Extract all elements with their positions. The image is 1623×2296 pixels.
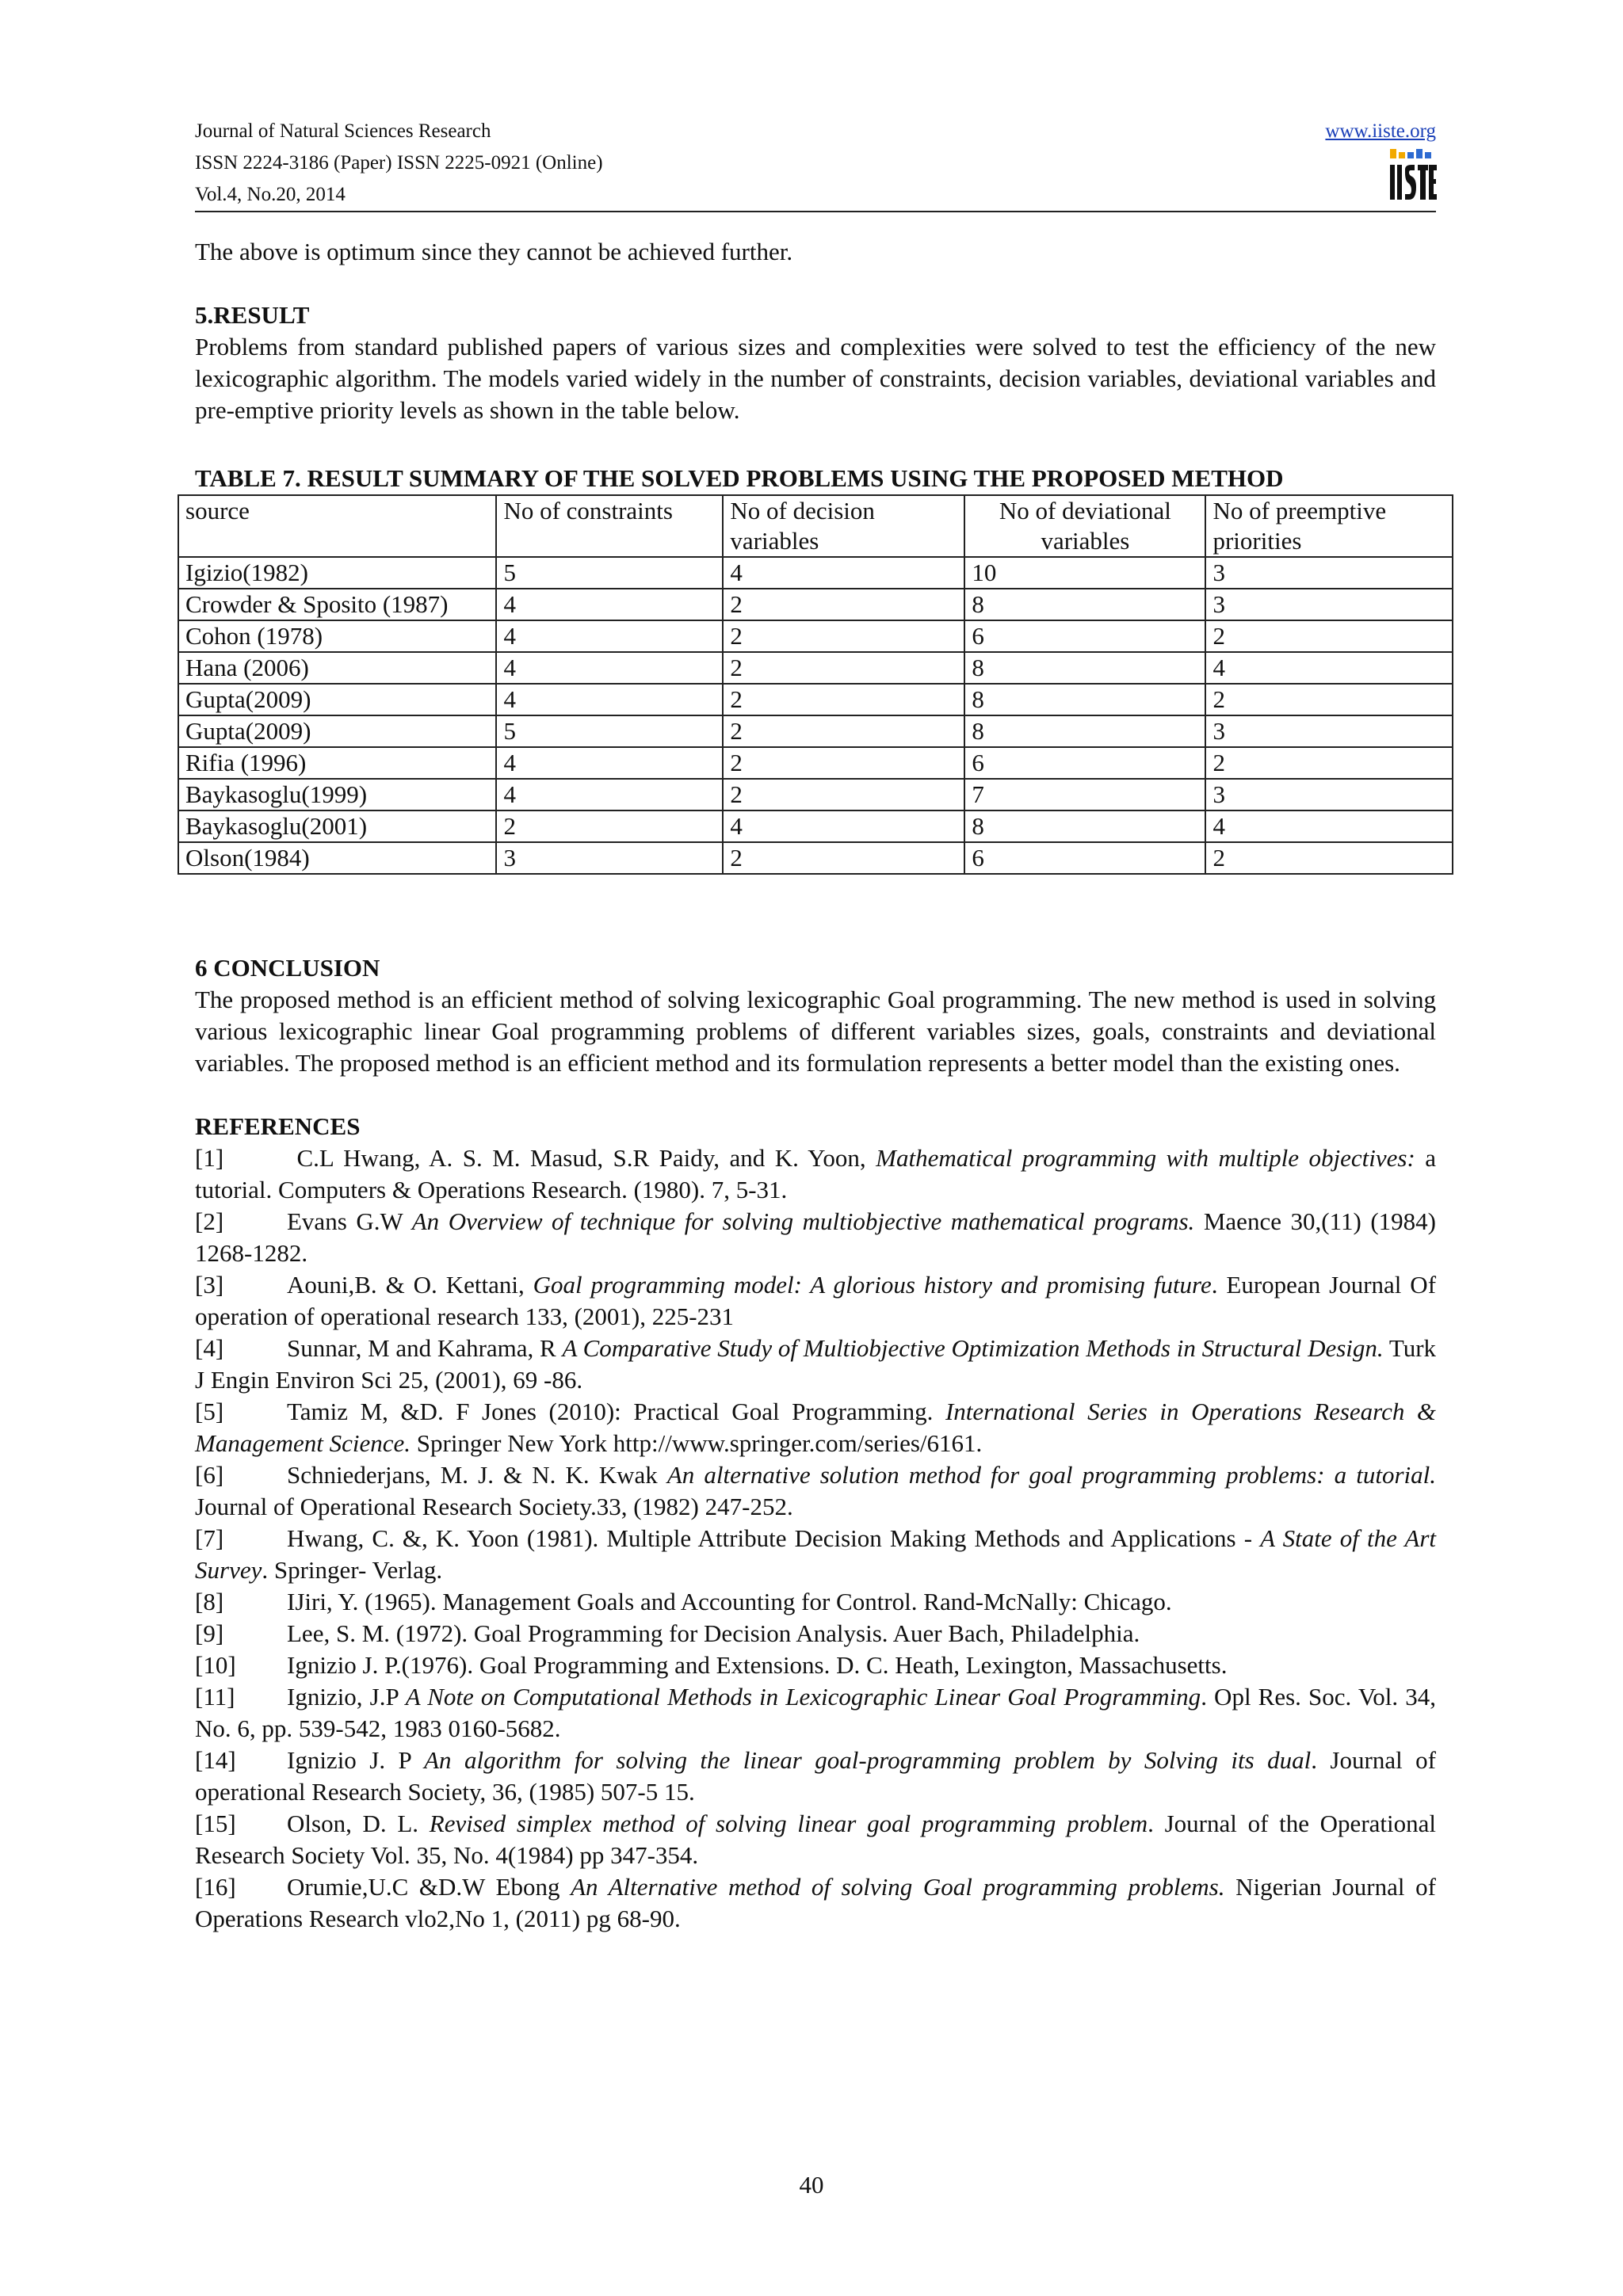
table-cell: Rifia (1996) [178, 747, 496, 779]
reference-authors: Ignizio J. P.(1976). Goal Programming and Extensions. D. C. Heath, Lexington, Massachusetts. [287, 1651, 1228, 1679]
table-cell: Cohon (1978) [178, 620, 496, 652]
reference-number: [2] [195, 1207, 224, 1235]
table-cell: 6 [964, 620, 1205, 652]
references-heading: REFERENCES [195, 1112, 361, 1140]
reference-source: Turk J Engin Environ Sci 25, (2001), 69 -86. [195, 1334, 1437, 1394]
reference-list [195, 1142, 1436, 1935]
table-cell: 8 [964, 810, 1205, 842]
header-divider [195, 211, 1436, 212]
table-cell: 4 [496, 589, 723, 620]
reference-item [195, 1396, 1436, 1459]
reference-authors: Hwang, C. &, K. Yoon (1981). Multiple Attribute Decision Making Methods and Applications - [287, 1524, 1261, 1552]
table-cell: 4 [496, 684, 723, 715]
reference-title: An Overview of technique for solving multiobjective mathematical programs. [411, 1207, 1195, 1235]
table-cell: Baykasoglu(2001) [178, 810, 496, 842]
table-cell: 3 [496, 842, 723, 874]
reference-item [195, 1586, 1436, 1618]
table-cell: 4 [1205, 652, 1453, 684]
conclusion-paragraph: The proposed method is an efficient method of solving lexicographic Goal programming. The new method is used in solving various lexicographic linear Goal programming problems of different variables sizes, goals, constraints and deviational variables. The proposed method is an efficient method and its formulation represents a better model than the existing ones. [195, 986, 1436, 1077]
reference-item [195, 1871, 1436, 1935]
table-row [178, 557, 1453, 589]
iiste-logo [1388, 149, 1438, 201]
reference-title: Mathematical programming with multiple objectives: [876, 1144, 1415, 1172]
reference-item [195, 1269, 1436, 1333]
reference-authors: Orumie,U.C &D.W Ebong [287, 1873, 571, 1901]
reference-source: . Opl Res. Soc. Vol. 34, No. 6, pp. 539-542, 1983 0160-5682. [195, 1683, 1436, 1742]
reference-title: An algorithm for solving the linear goal-programming problem by Solving its dual [424, 1746, 1312, 1774]
reference-source: . Journal of the Operational Research Society Vol. 35, No. 4(1984) pp 347-354. [195, 1810, 1437, 1869]
table-cell: 2 [1205, 842, 1453, 874]
table-cell: 8 [964, 684, 1205, 715]
reference-title: Revised simplex method of solving linear goal programming problem [429, 1810, 1148, 1837]
reference-authors: Aouni,B. & O. Kettani, [287, 1271, 533, 1299]
reference-item [195, 1745, 1436, 1808]
table-header-cell: No of decision variables [723, 495, 964, 557]
table-cell: 4 [723, 810, 964, 842]
table-cell: 6 [964, 842, 1205, 874]
table-cell: 3 [1205, 589, 1453, 620]
table-row [178, 589, 1453, 620]
table-cell: 2 [1205, 620, 1453, 652]
reference-item [195, 1142, 1436, 1206]
reference-authors: Evans G.W [287, 1207, 412, 1235]
table-row [178, 842, 1453, 874]
table-cell: 2 [723, 747, 964, 779]
table-cell: 3 [1205, 557, 1453, 589]
reference-item [195, 1681, 1436, 1745]
table-cell: 2 [1205, 684, 1453, 715]
reference-number: [14] [195, 1746, 236, 1774]
table-cell: 2 [723, 779, 964, 810]
table-cell: 5 [496, 557, 723, 589]
reference-number: [10] [195, 1651, 236, 1679]
reference-number: [5] [195, 1398, 224, 1425]
table-cell: 3 [1205, 779, 1453, 810]
table-cell: Igizio(1982) [178, 557, 496, 589]
reference-title: An alternative solution method for goal programming problems: a tutorial. [666, 1461, 1436, 1489]
table-cell: 2 [496, 810, 723, 842]
table-cell: 8 [964, 589, 1205, 620]
reference-item [195, 1808, 1436, 1871]
table-cell: 8 [964, 652, 1205, 684]
table-cell: 4 [496, 779, 723, 810]
table-row [178, 747, 1453, 779]
journal-url-link[interactable]: www.iiste.org [1325, 120, 1436, 142]
table-cell: 7 [964, 779, 1205, 810]
reference-item [195, 1206, 1436, 1269]
issn-line: ISSN 2224-3186 (Paper) ISSN 2225-0921 (Online) [195, 152, 603, 174]
reference-number: [15] [195, 1810, 236, 1837]
reference-item [195, 1523, 1436, 1586]
result-heading: 5.RESULT [195, 301, 310, 329]
intro-sentence: The above is optimum since they cannot be achieved further. [195, 238, 793, 265]
table-cell: 2 [723, 842, 964, 874]
reference-source: Journal of Operational Research Society.33, (1982) 247-252. [195, 1493, 793, 1520]
table-header-row [178, 495, 1453, 557]
reference-source: . Springer- Verlag. [262, 1556, 443, 1584]
reference-authors: Olson, D. L. [287, 1810, 430, 1837]
table-cell: 4 [1205, 810, 1453, 842]
table-cell: 10 [964, 557, 1205, 589]
reference-source: Nigerian Journal of Operations Research vlo2,No 1, (2011) pg 68-90. [195, 1873, 1436, 1932]
reference-number: [7] [195, 1524, 224, 1552]
reference-source: Maence 30,(11) (1984) 1268-1282. [195, 1207, 1436, 1267]
table-cell: 2 [1205, 747, 1453, 779]
table-cell: 2 [723, 652, 964, 684]
reference-title: An Alternative method of solving Goal programming problems. [571, 1873, 1225, 1901]
reference-number: [4] [195, 1334, 224, 1362]
table-cell: 4 [723, 557, 964, 589]
reference-item [195, 1459, 1436, 1523]
reference-number: [16] [195, 1873, 236, 1901]
table-header-cell: No of deviational variables [964, 495, 1205, 557]
reference-authors: Ignizio J. P [287, 1746, 425, 1774]
table-cell: 4 [496, 620, 723, 652]
reference-source: . European Journal Of operation of operational research 133, (2001), 225-231 [195, 1271, 1437, 1330]
table-cell: 8 [964, 715, 1205, 747]
reference-number: [11] [195, 1683, 235, 1711]
reference-source: . Journal of operational Research Society, 36, (1985) 507-5 15. [195, 1746, 1436, 1806]
reference-source: Springer New York http://www.springer.com/series/6161. [411, 1429, 983, 1457]
table-cell: Gupta(2009) [178, 684, 496, 715]
table-row [178, 620, 1453, 652]
reference-item [195, 1333, 1436, 1396]
reference-title: International Series in Operations Research & Management Science. [195, 1398, 1437, 1457]
reference-number: [8] [195, 1588, 224, 1615]
reference-authors: Ignizio, J.P [287, 1683, 406, 1711]
reference-title: Goal programming model: A glorious history and promising future [533, 1271, 1212, 1299]
reference-number: [3] [195, 1271, 224, 1299]
reference-number: [1] [195, 1144, 224, 1172]
table-row [178, 810, 1453, 842]
reference-authors: Schniederjans, M. J. & N. K. Kwak [287, 1461, 667, 1489]
table-cell: 6 [964, 747, 1205, 779]
result-summary-table [178, 494, 1453, 875]
running-header [195, 116, 603, 211]
reference-number: [9] [195, 1619, 224, 1647]
table-cell: Baykasoglu(1999) [178, 779, 496, 810]
table-cell: Olson(1984) [178, 842, 496, 874]
volume-line: Vol.4, No.20, 2014 [195, 184, 346, 205]
table-header-cell: No of preemptive priorities [1205, 495, 1453, 557]
table-cell: 2 [723, 684, 964, 715]
table-cell: 2 [723, 589, 964, 620]
result-paragraph: Problems from standard published papers of various sizes and complexities were solved to test the efficiency of the new lexicographic algorithm. The models varied widely in the number of constraints, decision variables, deviational variables and pre-emptive priority levels as shown in the table below. [195, 333, 1436, 424]
body-top [195, 236, 1436, 426]
table-row [178, 779, 1453, 810]
conclusion-heading: 6 CONCLUSION [195, 954, 380, 982]
table-row [178, 715, 1453, 747]
reference-source: a tutorial. Computers & Operations Research. (1980). 7, 5-31. [195, 1144, 1436, 1203]
reference-item [195, 1618, 1436, 1650]
table-cell: 2 [723, 715, 964, 747]
table-cell: 4 [496, 747, 723, 779]
table-cell: Gupta(2009) [178, 715, 496, 747]
table-header-cell: source [178, 495, 496, 557]
table-header-cell: No of constraints [496, 495, 723, 557]
body-bottom [195, 952, 1436, 1935]
reference-authors: Sunnar, M and Kahrama, R [287, 1334, 563, 1362]
reference-authors: Tamiz M, &D. F Jones (2010): Practical Goal Programming. [287, 1398, 945, 1425]
reference-title: A Note on Computational Methods in Lexicographic Linear Goal Programming [405, 1683, 1201, 1711]
reference-item [195, 1650, 1436, 1681]
reference-number: [6] [195, 1461, 224, 1489]
page-number: 40 [799, 2171, 824, 2199]
reference-authors: IJiri, Y. (1965). Management Goals and Accounting for Control. Rand-McNally: Chicago. [287, 1588, 1172, 1615]
reference-authors: Lee, S. M. (1972). Goal Programming for Decision Analysis. Auer Bach, Philadelphia. [287, 1619, 1140, 1647]
reference-authors: C.L Hwang, A. S. M. Masud, S.R Paidy, and K. Yoon, [287, 1144, 876, 1172]
table-cell: 4 [496, 652, 723, 684]
table-cell: 3 [1205, 715, 1453, 747]
table-cell: Crowder & Sposito (1987) [178, 589, 496, 620]
journal-name: Journal of Natural Sciences Research [195, 120, 491, 142]
table-cell: Hana (2006) [178, 652, 496, 684]
table-cell: 2 [723, 620, 964, 652]
table-cell: 5 [496, 715, 723, 747]
table-row [178, 652, 1453, 684]
table-row [178, 684, 1453, 715]
reference-title: A Comparative Study of Multiobjective Optimization Methods in Structural Design. [562, 1334, 1384, 1362]
reference-title: A State of the Art Survey [195, 1524, 1437, 1584]
table-caption: TABLE 7. RESULT SUMMARY OF THE SOLVED PROBLEMS USING THE PROPOSED METHOD [195, 464, 1284, 492]
